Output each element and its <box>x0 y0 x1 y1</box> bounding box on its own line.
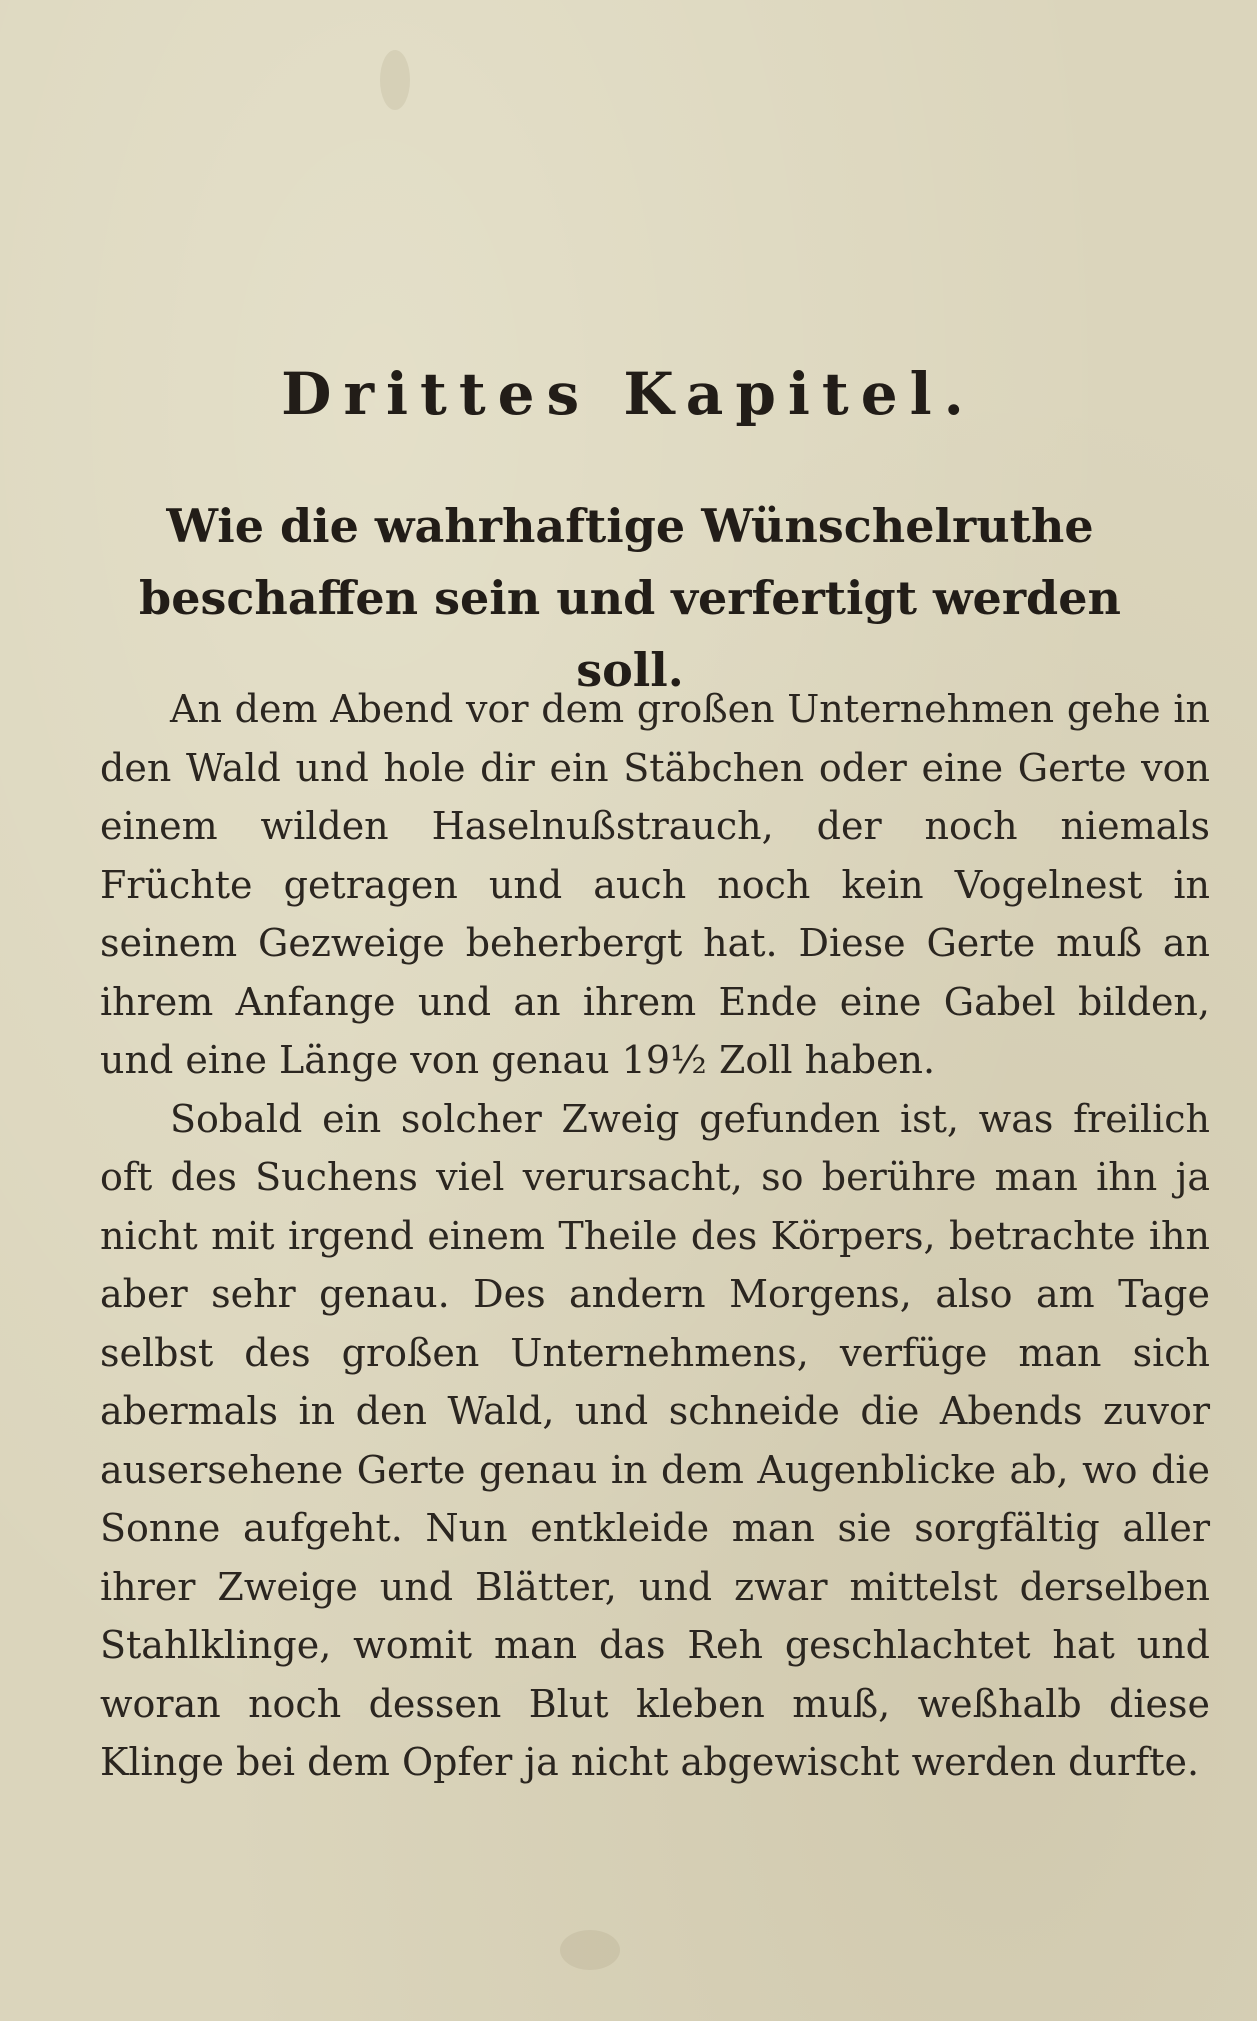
chapter-title: Drittes Kapitel. <box>281 360 976 428</box>
body-text <box>100 680 1210 1792</box>
paper-stain <box>560 1930 620 1970</box>
paper-stain <box>380 50 410 110</box>
chapter-subtitle: Wie die wahrhaftige Wünschelruthe beschaffen sein und verfertigt werden soll. <box>139 499 1121 697</box>
paragraph-2: Sobald ein solcher Zweig gefunden ist, was freilich oft des Suchens viel verursacht, so berühre man ihn ja nicht mit irgend einem Theile des Körpers, betrachte ihn aber sehr genau. Des andern Morgens, also am Tage selbst des großen Unternehmens, verfüge man sich abermals in den Wald, und schneide die Abends zuvor ausersehene Gerte genau in dem Augenblicke ab, wo die Sonne aufgeht. Nun entkleide man sie sorgfältig aller ihrer Zweige und Blätter, und zwar mittelst derselben Stahlklinge, womit man das Reh geschlachtet hat und woran noch dessen Blut kleben muß, weßhalb diese Klinge bei dem Opfer ja nicht abgewischt werden durfte. <box>100 1096 1210 1784</box>
paragraph-1: An dem Abend vor dem großen Unternehmen gehe in den Wald und hole dir ein Stäbchen oder eine Gerte von einem wilden Haselnußstrauch, der noch niemals Früchte getragen und auch noch kein Vogelnest in seinem Gezweige beherbergt hat. Diese Gerte muß an ihrem Anfange und an ihrem Ende eine Gabel bilden, und eine Länge von genau 19½ Zoll haben. <box>100 687 1210 1082</box>
